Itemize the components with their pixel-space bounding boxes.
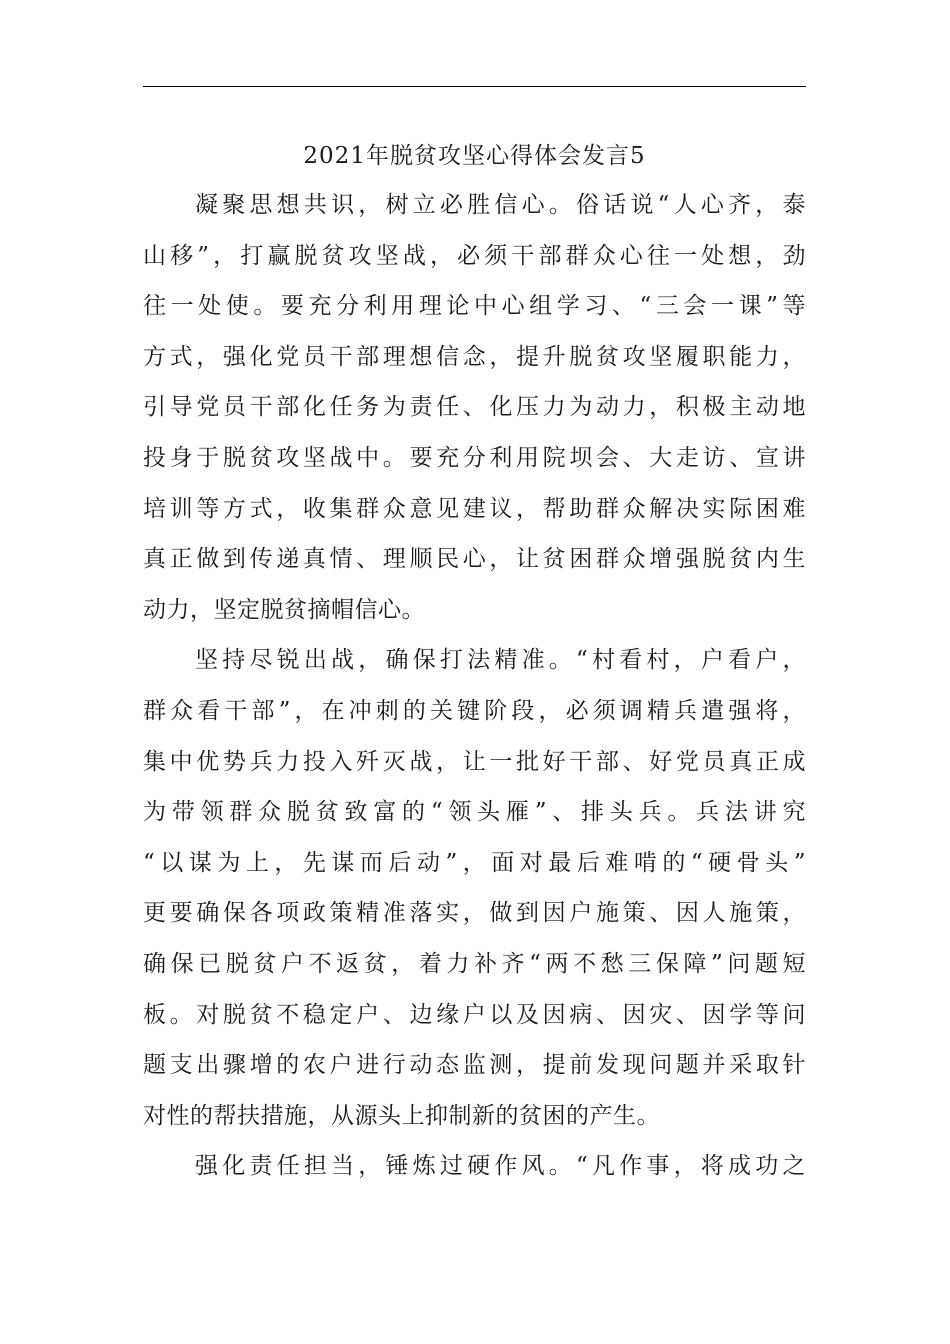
paragraph-1-line: 引导党员干部化任务为责任、化压力为动力，积极主动地 xyxy=(143,394,806,421)
paragraph-1-line: 方式，强化党员干部理想信念，提升脱贫攻坚履职能力， xyxy=(143,343,806,370)
paragraph-2-line: 题支出骤增的农户进行动态监测，提前发现问题并采取针 xyxy=(143,1052,806,1079)
paragraph-1-line: 动力，坚定脱贫摘帽信心。 xyxy=(143,596,425,623)
paragraph-2-line: 坚持尽锐出战，确保打法精准。“村看村，户看户， xyxy=(195,647,806,674)
paragraph-2-line: 群众看干部”，在冲刺的关键阶段，必须调精兵遣强将， xyxy=(143,697,806,724)
paragraph-1-line: 往一处使。要充分利用理论中心组学习、“三会一课”等 xyxy=(143,293,806,320)
paragraph-1-line: 山移”，打赢脱贫攻坚战，必须干部群众心往一处想，劲 xyxy=(143,242,806,269)
body-text xyxy=(143,180,806,1192)
paragraph-2-line: 确保已脱贫户不返贫，着力补齐“两不愁三保障”问题短 xyxy=(143,950,806,977)
paragraph-1-line: 培训等方式，收集群众意见建议，帮助群众解决实际困难 xyxy=(143,495,806,522)
paragraph-2-line: 对性的帮扶措施，从源头上抑制新的贫困的产生。 xyxy=(143,1102,660,1129)
paragraph-1-line: 投身于脱贫攻坚战中。要充分利用院坝会、大走访、宣讲 xyxy=(143,444,806,471)
header-rule xyxy=(143,86,806,87)
paragraph-2-line: 更要确保各项政策精准落实，做到因户施策、因人施策， xyxy=(143,900,806,927)
paragraph-1-line: 真正做到传递真情、理顺民心，让贫困群众增强脱贫内生 xyxy=(143,546,806,573)
page-title: 2021年脱贫攻坚心得体会发言5 xyxy=(303,143,646,169)
paragraph-2-line: “以谋为上，先谋而后动”，面对最后难啃的“硬骨头” xyxy=(143,849,806,876)
paragraph-1-line: 凝聚思想共识，树立必胜信心。俗话说“人心齐，泰 xyxy=(195,192,806,218)
paragraph-2-line: 板。对脱贫不稳定户、边缘户以及因病、因灾、因学等问 xyxy=(143,1001,806,1028)
paragraph-2-line: 集中优势兵力投入歼灭战，让一批好干部、好党员真正成 xyxy=(143,748,806,775)
paragraph-2-line: 为带领群众脱贫致富的“领头雁”、排头兵。兵法讲究 xyxy=(143,799,806,826)
paragraph-3-line: 强化责任担当，锤炼过硬作风。“凡作事，将成功之 xyxy=(195,1153,806,1180)
